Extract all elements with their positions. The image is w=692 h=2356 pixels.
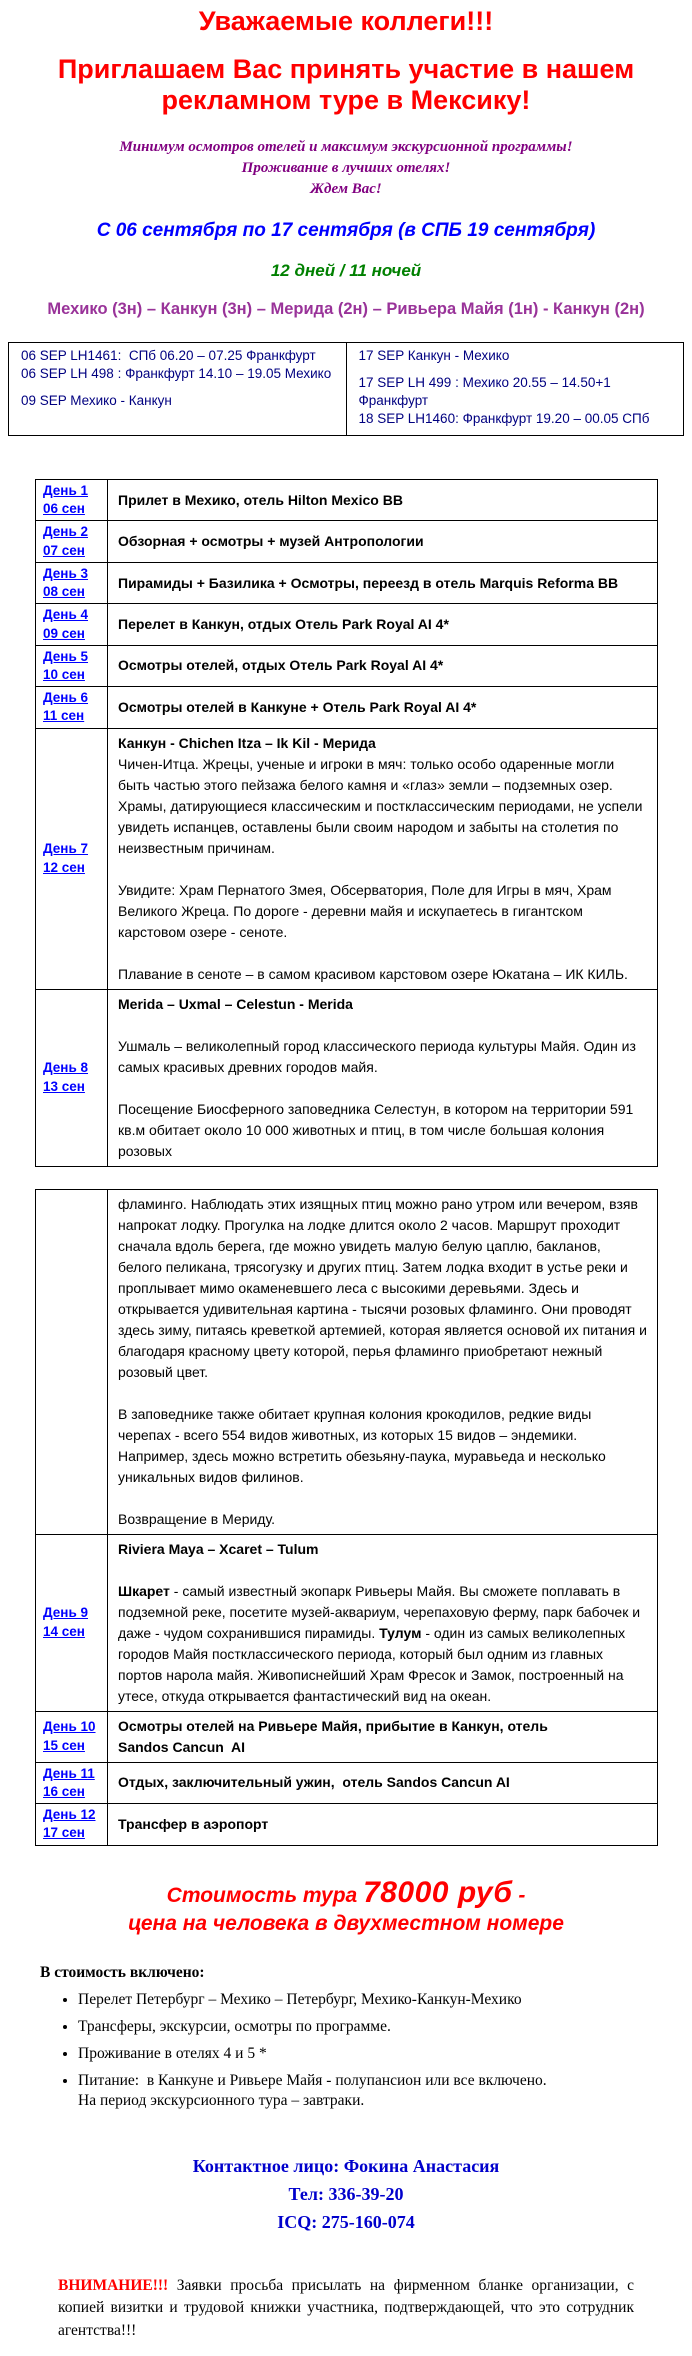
text-segment: Пирамиды + Базилика + Осмотры, переезд в отель Marquis Reforma BB xyxy=(118,574,619,591)
day-cell xyxy=(36,1189,108,1534)
tour-route: Мехико (3н) – Канкун (3н) – Мерида (2н) – Ривьера Майя (1н) - Канкун (2н) xyxy=(47,300,645,319)
text-segment: Осмотры отелей на Ривьере Майя, прибытие в Канкун, отель xyxy=(118,1717,548,1734)
itinerary-table-1 xyxy=(35,479,658,1167)
itinerary-paragraph xyxy=(118,754,647,859)
itinerary-paragraph xyxy=(118,1581,647,1707)
itinerary-paragraph xyxy=(118,1716,647,1737)
flight-line: 17 SEP Канкун - Мехико xyxy=(358,348,510,364)
contact-icq: ICQ: 275-160-074 xyxy=(277,2212,415,2232)
itinerary-row xyxy=(36,1534,658,1711)
text-segment: В заповеднике также обитает крупная колония крокодилов, редкие виды черепах - всего 554 видов животных, из которых 15 видов – эндемики. Например, здесь можно встретить обезьяну-паука, муравьеда и несколько уникальных видов филинов. xyxy=(118,1405,610,1485)
text-segment: Возвращение в Мериду. xyxy=(118,1510,275,1527)
text-segment: Осмотры отелей в Канкуне + Отель Park Royal AI 4* xyxy=(118,698,477,715)
text-segment: Прилет в Мехико, отель Hilton Mexico BB xyxy=(118,491,403,508)
day-date-link[interactable]: 14 сен xyxy=(43,1623,85,1639)
flight-line: 06 SEP LH1461: СПб 06.20 – 07.25 Франкфурт xyxy=(21,348,316,364)
tagline-1: Минимум осмотров отелей и максимум экскурсионной программы! xyxy=(119,139,573,156)
day-cell xyxy=(36,604,108,645)
day-date-link[interactable]: 15 сен xyxy=(43,1737,85,1753)
flight-line: 18 SEP LH1460: Франкфурт 19.20 – 00.05 СПб xyxy=(358,411,650,427)
text-segment: фламинго. Наблюдать этих изящных птиц можно рано утром или вечером, взяв напрокат лодку. Прогулка на лодке длится около 2 часов. Маршрут проходит сначала вдоль берега, где можно увидеть малую белую цаплю, бакланов, белого пеликана, трясогузку и других птиц. Затем лодка входит в устье реки и проплывает мимо окаменевшего леса с высокими деревьями. Здесь и открывается удивительная картина - тысячи розовых фламинго. Они проводят здесь зиму, питаясь креветкой артемией, которая является основой их питания и благодаря красному цвету которой, перья фламинго приобретают нежный розовый цвет. xyxy=(118,1195,651,1380)
day-link[interactable]: День 9 xyxy=(43,1605,89,1621)
day-cell xyxy=(36,645,108,686)
tagline-3: Ждем Вас! xyxy=(310,180,382,197)
content-cell xyxy=(108,1804,658,1845)
itinerary-paragraph xyxy=(118,1772,647,1793)
price-line-2: цена на человека в двухместном номере xyxy=(128,1911,564,1935)
itinerary-paragraph xyxy=(118,490,647,511)
itinerary-paragraph xyxy=(118,1078,647,1099)
content-cell xyxy=(108,562,658,603)
day-date-link[interactable]: 10 сен xyxy=(43,666,85,682)
itinerary-paragraph xyxy=(118,964,647,985)
text-segment: Sandos Cancun AI xyxy=(118,1738,246,1755)
day-link[interactable]: День 10 xyxy=(43,1719,96,1735)
day-link[interactable]: День 2 xyxy=(43,524,89,540)
included-item-line: • Питание: в Канкуне и Ривьере Майя - полупансион или все включено. xyxy=(78,2071,547,2089)
itinerary-paragraph xyxy=(118,1539,647,1560)
itinerary-table-2 xyxy=(35,1189,658,1846)
day-date-link[interactable]: 16 сен xyxy=(43,1783,85,1799)
flight-line xyxy=(21,383,334,392)
contact-phone: Тел: 336-39-20 xyxy=(288,2184,404,2205)
flight-table xyxy=(8,342,684,436)
tour-duration: 12 дней / 11 ночей xyxy=(270,261,422,281)
day-link[interactable]: День 7 xyxy=(43,841,89,857)
itinerary-row xyxy=(36,1711,658,1762)
itinerary-paragraph xyxy=(118,614,647,635)
included-item-line: • Перелет Петербург – Мехико – Петербург, Мехико-Канкун-Мехико xyxy=(78,1990,522,2008)
day-cell xyxy=(36,989,108,1166)
text-segment: Riviera Maya – Xcaret – Tulum xyxy=(118,1540,319,1557)
itinerary-paragraph xyxy=(118,1099,647,1162)
tour-dates: С 06 сентября по 17 сентября (в СПБ 19 сентября) xyxy=(96,220,596,242)
itinerary-row xyxy=(36,989,658,1166)
content-cell xyxy=(108,1534,658,1711)
itinerary-row xyxy=(36,687,658,728)
day-cell xyxy=(36,728,108,989)
invite-title: Приглашаем Вас принять участие в нашем рекламном туре в Мексику! xyxy=(57,54,635,116)
day-cell xyxy=(36,1804,108,1845)
included-item xyxy=(78,1990,662,2010)
included-item-line: • Трансферы, экскурсии, осмотры по программе. xyxy=(78,2017,391,2035)
text-segment: Плавание в сеноте – в самом красивом карстовом озере Юкатана – ИК КИЛЬ. xyxy=(118,965,628,982)
text-segment: Увидите: Храм Пернатого Змея, Обсерватория, Поле для Игры в мяч, Храм Великого Жреца. По дороге - деревни майя и искупаетесь в гигантском карстовом озере - сеноте. xyxy=(118,881,616,940)
day-cell xyxy=(36,521,108,562)
day-date-link[interactable]: 06 сен xyxy=(43,501,85,517)
day-cell xyxy=(36,687,108,728)
flight-info-return xyxy=(346,343,684,436)
day-date-link[interactable]: 08 сен xyxy=(43,584,85,600)
flight-line: 09 SEP Мехико - Канкун xyxy=(21,393,172,409)
included-section xyxy=(40,1964,662,2112)
contact-block xyxy=(0,2153,692,2237)
itinerary-paragraph xyxy=(118,943,647,964)
text-segment: Канкун - Chichen Itza – Ik Kil - Мерида xyxy=(118,734,376,751)
text-segment: Merida – Uxmal – Celestun - Merida xyxy=(118,995,353,1012)
flight-line: 06 SEP LH 498 : Франкфурт 14.10 – 19.05 Мехико xyxy=(21,366,332,382)
day-cell xyxy=(36,1534,108,1711)
itinerary-row xyxy=(36,1762,658,1803)
text-segment: - один из самых великолепных городов Майя постклассического периода, который был одним из главных портов нарола майя. Живописнейший Храм Фресок и Замок, построенный на утесе, откуда открывается фантастический вид на океан. xyxy=(118,1624,630,1704)
content-cell xyxy=(108,480,658,521)
content-cell xyxy=(108,1189,658,1534)
flight-line: 17 SEP LH 499 : Мехико 20.55 – 14.50+1 Франкфурт xyxy=(358,375,615,409)
itinerary-row xyxy=(36,480,658,521)
flight-row xyxy=(9,343,684,436)
itinerary-row xyxy=(36,562,658,603)
content-cell xyxy=(108,728,658,989)
day-date-link[interactable]: 09 сен xyxy=(43,625,85,641)
text-segment: Трансфер в аэропорт xyxy=(118,1815,269,1832)
itinerary-paragraph xyxy=(118,1383,647,1404)
day-date-link[interactable]: 07 сен xyxy=(43,542,85,558)
flight-info-outbound xyxy=(9,343,347,436)
content-cell xyxy=(108,1711,658,1762)
price-line-1 xyxy=(0,1876,692,1910)
text-segment: Отдых, заключительный ужин, отель Sandos Cancun AI xyxy=(118,1774,510,1791)
itinerary-paragraph xyxy=(118,1015,647,1036)
day-date-link[interactable]: 12 сен xyxy=(43,859,85,875)
day-cell xyxy=(36,480,108,521)
content-cell xyxy=(108,645,658,686)
itinerary-paragraph xyxy=(118,1194,651,1383)
tagline-2: Проживание в лучших отелях! xyxy=(241,159,451,176)
day-link[interactable]: День 12 xyxy=(43,1807,96,1823)
text-segment: Тулум xyxy=(379,1624,422,1641)
included-item xyxy=(78,2017,662,2037)
day-link[interactable]: День 4 xyxy=(43,607,89,623)
included-title: В стоимость включено: xyxy=(40,1963,205,1981)
day-link[interactable]: День 3 xyxy=(43,565,89,581)
itinerary-paragraph xyxy=(118,1737,647,1758)
itinerary-paragraph xyxy=(118,1509,647,1530)
itinerary-paragraph xyxy=(118,859,647,880)
day-date-link[interactable]: 13 сен xyxy=(43,1078,85,1094)
text-segment: Ушмаль – великолепный город классического периода культуры Майя. Один из самых красивых древних городов майя. xyxy=(118,1037,640,1075)
itinerary-paragraph xyxy=(118,1560,647,1581)
itinerary-row xyxy=(36,521,658,562)
itinerary-paragraph xyxy=(118,880,647,943)
text-segment: Перелет в Канкун, отдых Отель Park Royal AI 4* xyxy=(118,616,449,633)
contact-person: Контактное лицо: Фокина Анастасия xyxy=(192,2156,500,2177)
content-cell xyxy=(108,687,658,728)
itinerary-paragraph xyxy=(118,733,647,754)
included-item xyxy=(78,2044,662,2064)
attention-note xyxy=(58,2275,634,2342)
itinerary-paragraph xyxy=(118,994,647,1015)
day-cell xyxy=(36,562,108,603)
flight-line xyxy=(359,365,672,374)
day-link[interactable]: День 11 xyxy=(43,1765,95,1781)
text-segment: Осмотры отелей, отдых Отель Park Royal AI 4* xyxy=(118,657,444,674)
text-segment: Шкарет xyxy=(118,1582,170,1599)
day-link[interactable]: День 1 xyxy=(43,483,89,499)
itinerary-paragraph xyxy=(118,697,647,718)
itinerary-paragraph xyxy=(118,1814,647,1835)
itinerary-paragraph xyxy=(118,531,647,552)
itinerary-paragraph xyxy=(118,1036,647,1078)
itinerary-row xyxy=(36,645,658,686)
content-cell xyxy=(108,1762,658,1803)
itinerary-row xyxy=(36,604,658,645)
itinerary-paragraph xyxy=(118,1404,647,1488)
price-suffix: - xyxy=(512,1883,526,1907)
included-item-line: • Проживание в отелях 4 и 5 * xyxy=(78,2044,267,2062)
included-item-line: На период экскурсионного тура – завтраки. xyxy=(78,2092,365,2110)
itinerary-paragraph xyxy=(118,573,647,594)
day-cell xyxy=(36,1711,108,1762)
content-cell xyxy=(108,604,658,645)
text-segment: Обзорная + осмотры + музей Антропологии xyxy=(118,533,424,550)
itinerary-row xyxy=(36,1189,658,1534)
attention-text: Заявки просьба присылать на фирменном бланке организации, с копией визитки и трудовой книжки участника, подтверждающей, что это сотрудник агентства!!! xyxy=(58,2276,634,2339)
text-segment: Посещение Биосферного заповедника Селестун, в котором на территории 591 кв.м обитает около 10 000 животных и птиц, в том числе большая колония розовых xyxy=(118,1100,638,1159)
itinerary-paragraph xyxy=(118,655,647,676)
included-item xyxy=(78,2071,662,2111)
price-amount: 78000 руб xyxy=(363,1875,513,1909)
day-link[interactable]: День 5 xyxy=(43,648,89,664)
text-segment: Чичен-Итца. Жрецы, ученые и игроки в мяч: только особо одаренные могли быть частью этого пейзажа белого камня и «глаз» земли – подземных озер. Храмы, датирующиеся классическим и постклассическим периодами, не успели увидеть испанцев, оставлены были своим народом и забыты на столетия по неизвестным причинам. xyxy=(118,755,647,856)
price-prefix: Стоимость тура xyxy=(166,1883,364,1907)
text-segment: - самый известный экопарк Ривьеры Майя. Вы сможете поплавать в подземной реке, посетите музей-аквариум, черепаховую ферму, парк бабочек и даже - чудом сохранившися пирамиды. xyxy=(118,1582,644,1641)
taglines-block xyxy=(0,137,692,199)
content-cell xyxy=(108,989,658,1166)
attention-label: ВНИМАНИЕ!!! xyxy=(58,2276,169,2294)
itinerary-paragraph xyxy=(118,1488,647,1509)
itinerary-row xyxy=(36,1804,658,1845)
main-title: Уважаемые коллеги!!! xyxy=(198,6,494,36)
itinerary-row xyxy=(36,728,658,989)
included-list xyxy=(78,1990,662,2112)
day-date-link[interactable]: 17 сен xyxy=(43,1825,85,1841)
day-date-link[interactable]: 11 сен xyxy=(43,708,85,724)
content-cell xyxy=(108,521,658,562)
day-link[interactable]: День 6 xyxy=(43,690,89,706)
day-cell xyxy=(36,1762,108,1803)
day-link[interactable]: День 8 xyxy=(43,1060,89,1076)
